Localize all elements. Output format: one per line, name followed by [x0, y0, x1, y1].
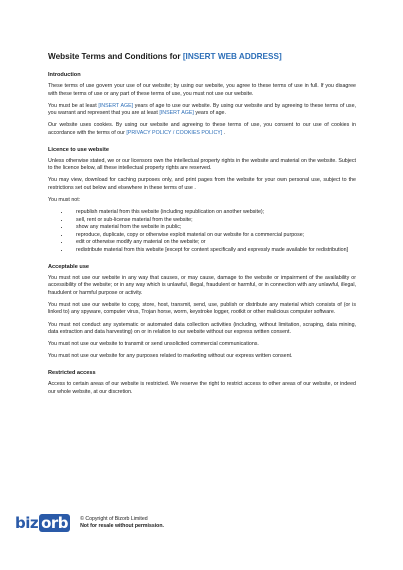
resale-notice: Not for resale without permission.: [80, 523, 164, 529]
document-page: [48, 52, 356, 401]
licence-heading: Licence to use website: [48, 146, 109, 153]
restrictions-list: [48, 209, 356, 255]
title-text: Website Terms and Conditions for: [48, 52, 183, 61]
list-item: • edit or otherwise modify any material on the website; or: [70, 239, 356, 247]
licence-paragraph-1: Unless otherwise stated, we or our licensors own the intellectual property rights in the website and material on the website. Subject to the licence below, all these intellectual property rights are reserved.: [48, 157, 356, 172]
licence-paragraph-3: You must not:: [48, 196, 81, 203]
footer: [15, 514, 164, 532]
acceptable-paragraph-1: You must not use our website in any way that causes, or may cause, damage to the website or impairment of the availability or accessibility of the website; or in any way which is unlawful, illegal, fraudulent or harmful, or in connection with any unlawful, illegal, fraudulent or harmful purpose or activity.: [48, 274, 356, 296]
age-placeholder-2: [INSERT AGE]: [159, 110, 194, 117]
policy-placeholder: [PRIVACY POLICY / COOKIES POLICY]: [126, 129, 223, 136]
acceptable-heading: Acceptable use: [48, 263, 90, 270]
acceptable-paragraph-5: You must not use our website for any purposes related to marketing without our express written consent.: [48, 353, 293, 360]
intro-paragraph-3: Our website uses cookies. By using our website and agreeing to these terms of use, you consent to our use of cookies in accordance with the terms of our [PRIVACY POLICY / COOKIES POLICY] .: [48, 122, 356, 136]
acceptable-paragraph-2: You must not use our website to copy, store, host, transmit, send, use, publish or distribute any material which consists of (or is linked to) any spyware, computer virus, Trojan horse, worm, keystroke logger, rootkit or other malicious computer software.: [48, 301, 356, 316]
intro-paragraph-2: You must be at least [INSERT AGE] years of age to use our website. By using our website and by agreeing to these terms of use, you warrant and represent that you are at least [INSERT AGE] years of age.: [48, 102, 356, 117]
list-item: • republish material from this website (including republication on another website);: [70, 209, 356, 217]
document-title: [48, 52, 356, 61]
copyright-text: © Copyright of Bizorb Limited: [80, 516, 148, 522]
licence-paragraph-2: You may view, download for caching purposes only, and print pages from the website for your own personal use, subject to the restrictions set out below and elsewhere in these terms of use .: [48, 177, 356, 191]
restricted-heading: Restricted access: [48, 369, 96, 376]
bizorb-logo: biz orb: [15, 514, 69, 532]
copyright-block: [80, 516, 164, 530]
restricted-paragraph-1: Access to certain areas of our website is restricted. We reserve the right to restrict access to other areas of our website, or indeed our whole website, at our discretion.: [48, 380, 356, 395]
list-item: • sell, rent or sub-license material from the website;: [70, 217, 356, 225]
age-placeholder: [INSERT AGE]: [98, 102, 134, 109]
list-item: • redistribute material from this website [except for content specifically and expressly made available for redistribution]: [70, 247, 356, 255]
list-item: • reproduce, duplicate, copy or otherwise exploit material on our website for a commercial purpose;: [70, 232, 356, 240]
acceptable-paragraph-4: You must not use our website to transmit or send unsolicited commercial communications.: [48, 341, 259, 348]
intro-heading: Introduction: [48, 72, 81, 78]
title-placeholder: [INSERT WEB ADDRESS]: [182, 52, 282, 61]
intro-paragraph-1: These terms of use govern your use of our website; by using our website, you agree to these terms of use in full. If you disagree with these terms of use or any part of these terms of use, you must not use our website.: [48, 83, 356, 97]
list-item: • show any material from the website in public;: [70, 224, 356, 232]
acceptable-paragraph-3: You must not conduct any systematic or automated data collection activities (including, without limitation, scraping, data mining, data extraction and data harvesting) on or in relation to our website without our express written consent.: [48, 321, 356, 336]
